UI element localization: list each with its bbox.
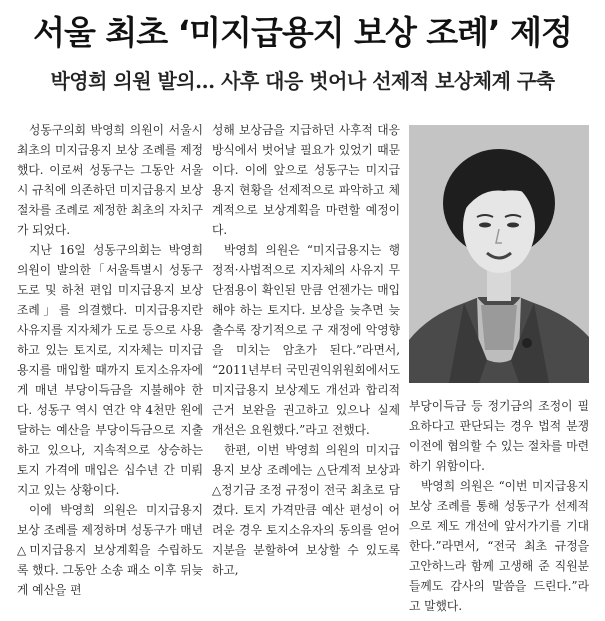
headline: 서울 최초 ‘미지급용지 보상 조례’ 제정 (33, 13, 572, 52)
paragraph: 성동구의회 박영희 의원이 서울시 최초의 미지급용지 보상 조례를 제정했다. 이로써 성동구는 그동안 서울시 규칙에 의존하던 미지급용지 보상 절차를 조례로 제정한 최초의 자치구가 되었다. (17, 123, 203, 237)
paragraph: 부당이득금 등 정기금의 조정이 필요하다고 판단되는 경우 법적 분쟁 이전에 협의할 수 있는 절차를 마련하기 위함이다. (409, 399, 589, 473)
paragraph: 박영희 의원은 “미지급용지는 행정적·사법적으로 지자체의 사유지 무단점용이 확인된 만큼 언젠가는 매입해야 하는 토지다. 보상을 늦추면 늦출수록 장기적으로 구 재정에 악영향을 미치는 암초가 된다.”라면서, “2011년부터 국민권익위원회에서도 미지급용지 보상제도 개선과 합리적 근거 보완을 권고하고 있으나 실제 개선은 요원했다.”라고 전했다. (212, 243, 400, 437)
article-column-3 (409, 396, 589, 616)
subheadline: 박영희 의원 발의… 사후 대응 벗어나 선제적 보상체계 구축 (50, 69, 555, 93)
paragraph: 지난 16일 성동구의회는 박영희 의원이 발의한「서울특별시 성동구 도로 및 하천 편입 미지급용지 보상 조례」를 의결했다. 미지급용지란 사유지를 지자체가 도로 등으로 사용하고 있는 토지로, 지자체는 미지급용지를 매입할 때까지 토지소유자에게 매년 부당이득금을 지불해야 한다. 성동구 역시 연간 약 4천만 원에 달하는 예산을 부당이득금으로 지출하고 있으나, 지속적으로 상승하는 토지 가격에 매입은 십수년 간 미뤄지고 있는 상황이다. (17, 243, 203, 497)
paragraph: 박영희 의원은 “이번 미지급용지 보상 조례를 통해 성동구가 선제적으로 제도 개선에 앞서가기를 기대한다.”라면서, “전국 최초 규정을 고안하느라 함께 고생해 준 직원분들께도 감사의 말씀을 드린다.”라고 말했다. (409, 479, 589, 613)
portrait-photo (409, 125, 589, 383)
paragraph: 한편, 이번 박영희 의원의 미지급용지 보상 조례에는 △단계적 보상과 △정기금 조정 규정이 전국 최초로 담겼다. 토지 가격만큼 예산 편성이 어려운 경우 토지소유자의 동의를 얻어 지분을 분할하여 보상할 수 있도록 하고, (212, 443, 400, 577)
paragraph: 성해 보상금을 지급하던 사후적 대응 방식에서 벗어날 필요가 있었기 때문이다. 이에 앞으로 성동구는 미지급용지 현황을 선제적으로 파악하고 체계적으로 보상계획을 마련할 예정이다. (212, 123, 400, 237)
paragraph: 이에 박영희 의원은 미지급용지 보상 조례를 제정하며 성동구가 매년 △미지급용지 보상계획을 수립하도록 했다. 그동안 소송 패소 이후 뒤늦게 예산을 편 (17, 503, 203, 597)
article-column-2 (212, 120, 400, 580)
article-column-1 (17, 120, 203, 600)
portrait-illustration (409, 125, 589, 383)
